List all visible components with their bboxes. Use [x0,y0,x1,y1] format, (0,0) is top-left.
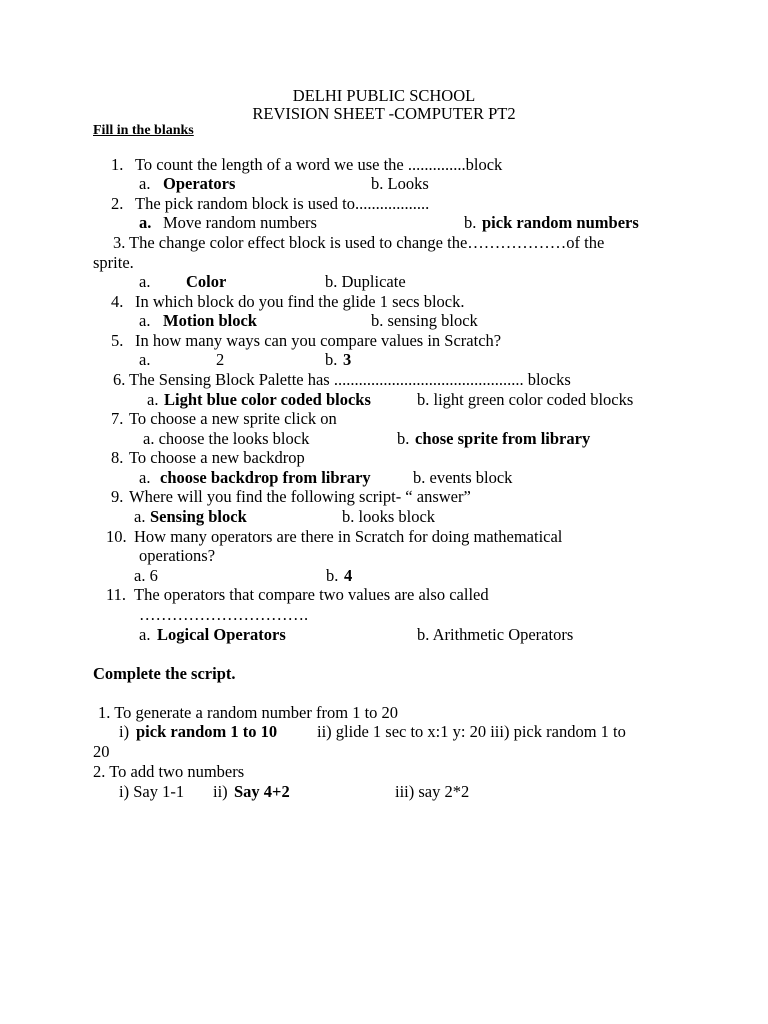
option-a: Motion block [163,311,257,330]
question-number: 7. [111,409,124,428]
option-a: Color [186,272,227,291]
option-a-label: a. [147,390,159,409]
option-b: b. events block [413,468,513,487]
script-option-1: pick random 1 to 10 [136,722,278,741]
question-text: To count the length of a word we use the ..............block [135,155,503,174]
script-option-2: Say 4+2 [234,782,290,801]
option-b: b. Looks [371,174,429,193]
question-text: To choose a new backdrop [129,448,305,467]
question-number: 5. [111,331,124,350]
question-number: 4. [111,292,124,311]
option-a-label: a. [139,213,152,232]
script-item-text: 2. To add two numbers [93,762,245,781]
option-a: Logical Operators [157,625,286,644]
option-a-label: a. [139,174,151,193]
question-number: 11. [106,585,127,604]
option-a: a. choose the looks block [143,429,310,448]
option-b: b. Arithmetic Operators [417,625,574,644]
script-option-2: ii) glide 1 sec to x:1 y: 20 iii) pick random 1 to [317,722,626,741]
question-number: 1. [111,155,124,174]
option-b: 3 [343,350,352,369]
question-text: To choose a new sprite click on [129,409,337,428]
question-number: 8. [111,448,124,467]
script-option-2-label: ii) [213,782,228,801]
question-text: Where will you find the following script- “ answer” [129,487,471,506]
question-text: In which block do you find the glide 1 secs block. [135,292,465,311]
question-text-continued: sprite. [93,253,134,272]
option-a-label: a. [139,350,151,369]
script-option-1-label: i) [119,722,130,741]
option-b: b. light green color coded blocks [417,390,634,409]
option-b: b. sensing block [371,311,478,330]
question-text: The Sensing Block Palette has .............................................. blocks [129,370,571,389]
script-option-1: i) Say 1-1 [119,782,185,801]
option-a-label: a. [139,468,151,487]
section-heading-fill-blanks: Fill in the blanks [93,123,194,138]
option-b: b. looks block [342,507,436,526]
option-a-label: a. [139,311,151,330]
question-text: How many operators are there in Scratch for doing mathematical [134,527,563,546]
question-text: In how many ways can you compare values in Scratch? [135,331,502,350]
question-text: The change color effect block is used to change the………………of the [129,233,605,252]
question-number: 2. [111,194,124,213]
script-option-3: iii) say 2*2 [395,782,470,801]
option-b-label: b. [326,566,339,585]
option-b: chose sprite from library [415,429,591,448]
question-text-continued: …………………………. [139,605,309,624]
option-b: 4 [344,566,353,585]
option-a: Sensing block [150,507,247,526]
option-a-label: a. [139,272,151,291]
sheet-title: REVISION SHEET -COMPUTER PT2 [252,104,516,123]
option-a: choose backdrop from library [160,468,371,487]
question-number: 3. [113,233,126,252]
option-a: Operators [163,174,236,193]
school-name: DELHI PUBLIC SCHOOL [292,86,476,105]
question-text-continued: operations? [139,546,216,565]
question-number: 10. [106,527,127,546]
script-item-text: 1. To generate a random number from 1 to 20 [98,703,399,722]
question-number: 9. [111,487,124,506]
option-a-label: a. [134,507,146,526]
question-text: The operators that compare two values are also called [134,585,489,604]
option-a: Light blue color coded blocks [164,390,371,409]
section-heading-complete-script: Complete the script. [93,664,236,683]
option-b-label: b. [325,350,338,369]
option-a: 2 [216,350,225,369]
option-b-label: b. [397,429,410,448]
option-b: pick random numbers [482,213,639,232]
option-a: a. 6 [134,566,158,585]
option-a: Move random numbers [163,213,317,232]
option-a-label: a. [139,625,151,644]
option-b-label: b. [464,213,477,232]
question-number: 6. [113,370,126,389]
script-option-2-continued: 20 [93,742,110,761]
question-text: The pick random block is used to.................. [135,194,430,213]
option-b: b. Duplicate [325,272,406,291]
